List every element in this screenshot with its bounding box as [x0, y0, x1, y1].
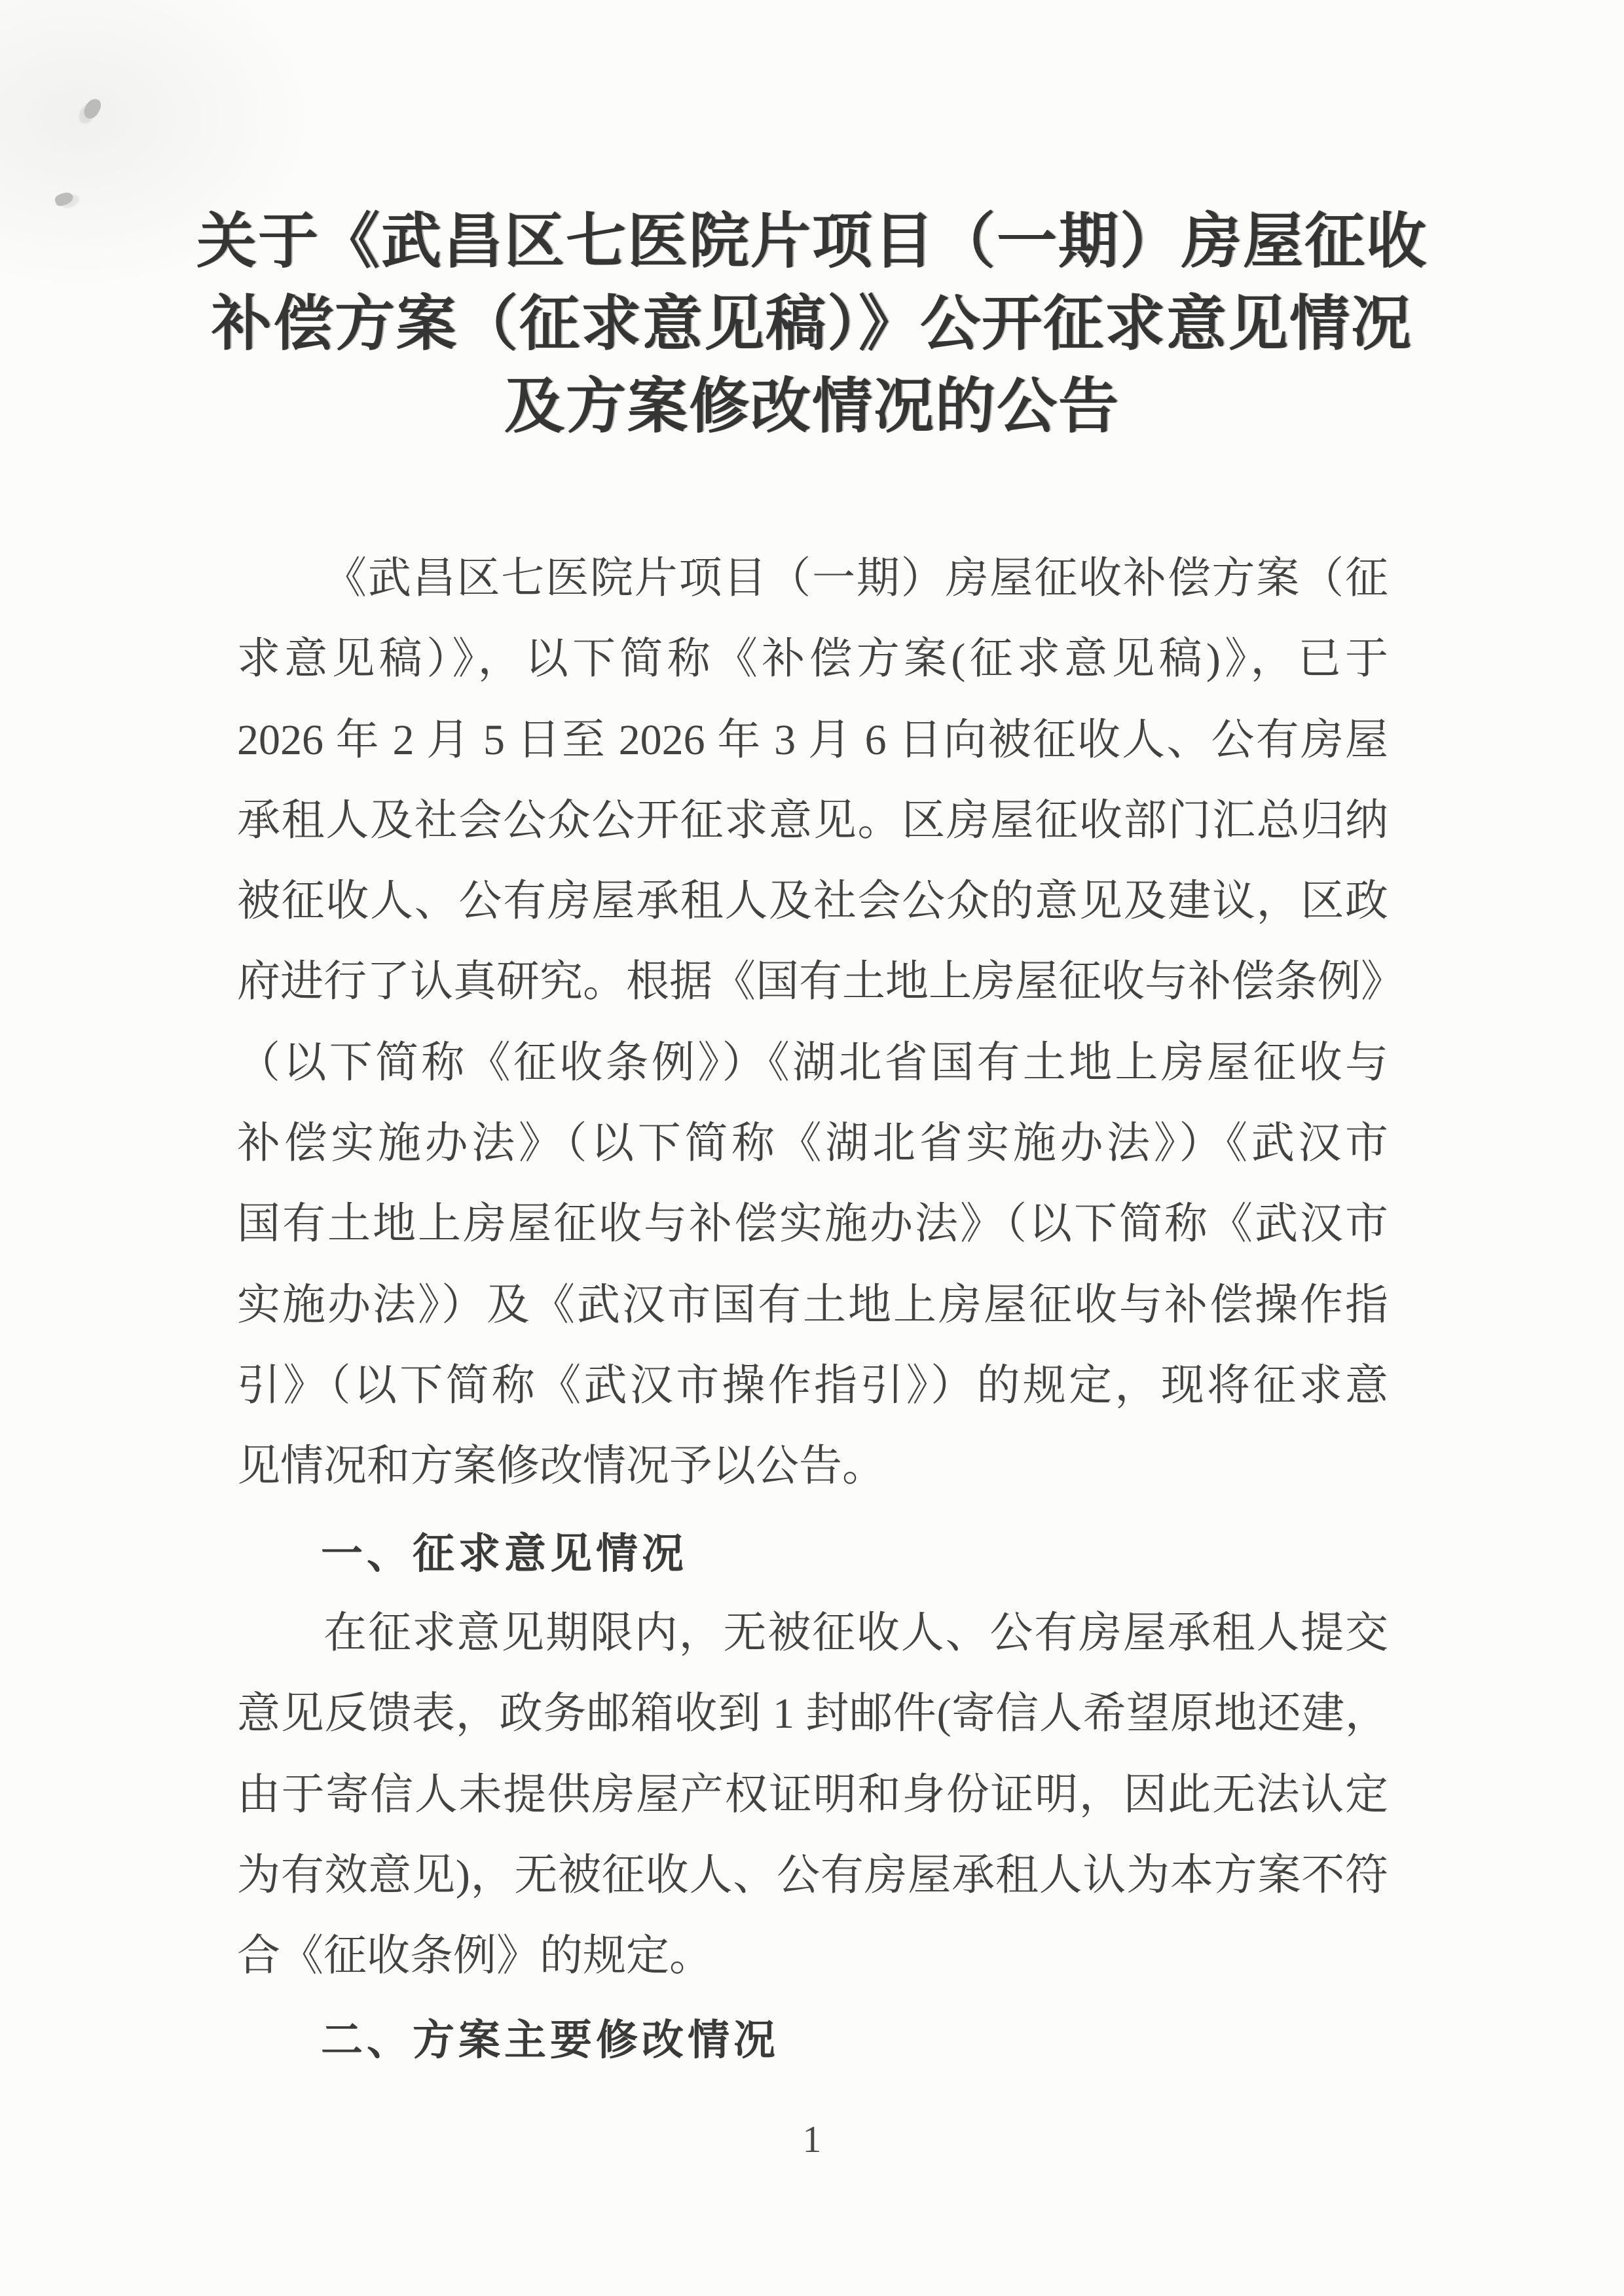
text-line: 承租人及社会公众公开征求意见。区房屋征收部门汇总归纳	[237, 796, 1388, 845]
document-title	[92, 200, 1532, 448]
text-line: 补偿实施办法》（以下简称《湖北省实施办法》）《武汉市	[237, 1120, 1388, 1168]
text-line: 及方案修改情况的公告	[504, 373, 1120, 440]
section-heading-2: 二、方案主要修改情况	[321, 2016, 779, 2064]
text-line: 意见反馈表，政务邮箱收到 1 封邮件(寄信人希望原地还建，	[237, 1690, 1388, 1738]
text-line: 《武昌区七医院片项目（一期）房屋征收补偿方案（征	[323, 555, 1388, 602]
text-line: 见情况和方案修改情况予以公告。	[237, 1442, 885, 1491]
text-line: 补偿方案（征求意见稿）》公开征求意见情况	[211, 291, 1412, 357]
text-line: 国有土地上房屋征收与补偿实施办法》（以下简称《武汉市	[237, 1200, 1388, 1248]
section-heading-1: 一、征求意见情况	[321, 1530, 688, 1577]
text-line: （以下简称《征收条例》）《湖北省国有土地上房屋征收与	[237, 1038, 1388, 1087]
scan-smudge	[54, 191, 75, 208]
text-line: 被征收人、公有房屋承租人及社会公众的意见及建议，区政	[237, 877, 1388, 926]
text-line: 由于寄信人未提供房屋产权证明和身份证明，因此无法认定	[237, 1770, 1388, 1819]
text-line: 求意见稿）》，以下简称《补偿方案(征求意见稿)》，已于	[237, 635, 1388, 683]
text-line: 在征求意见期限内，无被征收人、公有房屋承租人提交	[323, 1609, 1388, 1657]
text-line: 府进行了认真研究。根据《国有土地上房屋征收与补偿条例》	[237, 958, 1404, 1006]
text-line: 关于《武昌区七医院片项目（一期）房屋征收	[196, 208, 1428, 275]
text-line: 为有效意见)，无被征收人、公有房屋承租人认为本方案不符	[237, 1851, 1388, 1899]
text-line: 实施办法》）及《武汉市国有土地上房屋征收与补偿操作指	[237, 1281, 1388, 1329]
paragraph-intro	[237, 538, 1404, 1507]
text-line: 2026 年 2 月 5 日至 2026 年 3 月 6 日向被征收人、公有房屋	[237, 716, 1388, 764]
text-line: 合《征收条例》的规定。	[237, 1932, 712, 1980]
text-line: 引》（以下简称《武汉市操作指引》）的规定，现将征求意	[237, 1361, 1388, 1410]
paragraph-feedback	[237, 1593, 1388, 1996]
page-number: 1	[802, 2118, 822, 2160]
scan-smudge	[81, 96, 103, 121]
